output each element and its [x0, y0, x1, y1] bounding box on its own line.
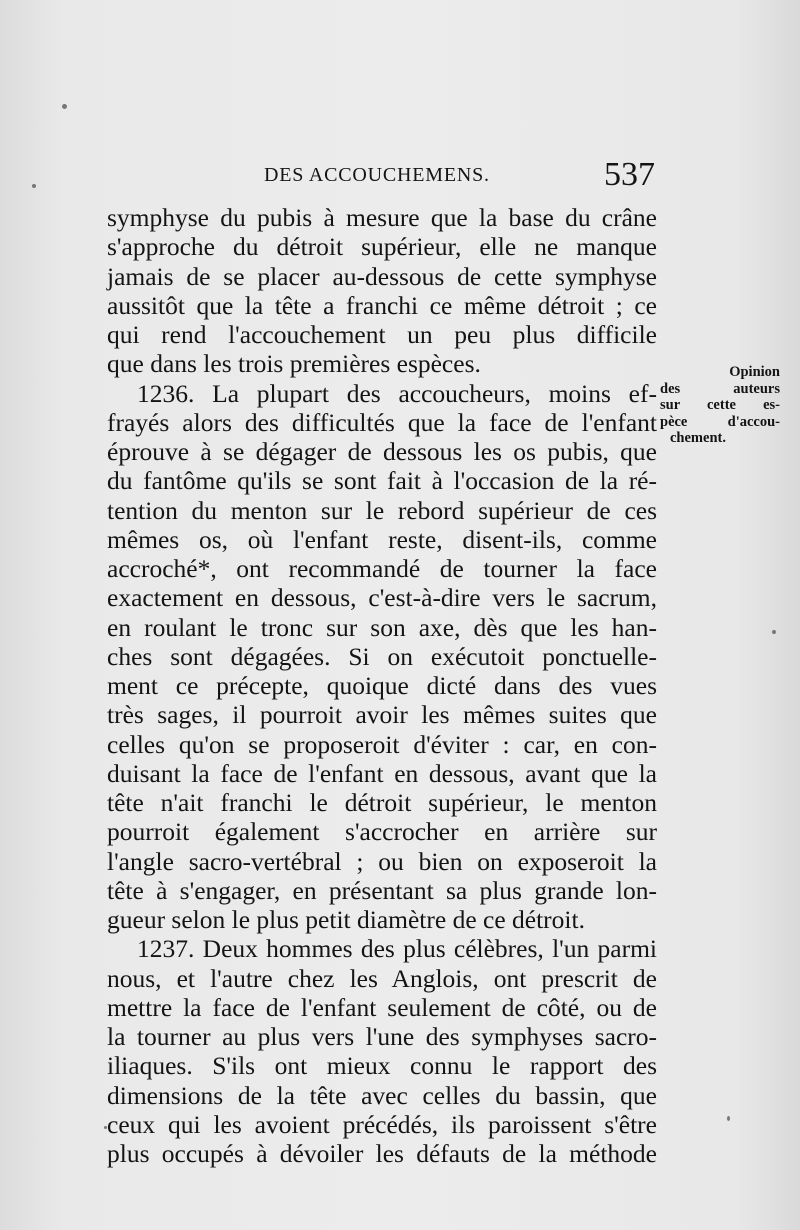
text-line: plus occupés à dévoiler les défauts de la méthode — [107, 1139, 657, 1168]
text-line: jamais de se placer au-dessous de cette symphyse — [107, 261, 657, 291]
text-line: la tourner au plus vers l'une des symphyses sacro- — [107, 1022, 657, 1051]
margin-note-line: pèce d'accou- — [660, 413, 780, 430]
paper-speck — [104, 1126, 107, 1129]
margin-note — [660, 364, 780, 447]
text-line: mêmes os, où l'enfant reste, disent-ils, comme — [107, 524, 657, 554]
paper-speck — [62, 104, 67, 109]
text-line: gueur selon le plus petit diamètre de ce détroit. — [107, 905, 585, 934]
body-text — [107, 203, 657, 1168]
paragraph-1236-start: 1236. La plupart des accoucheurs, moins ef- — [137, 378, 657, 408]
text-line: tête n'ait franchi le détroit supérieur, le menton — [107, 788, 657, 817]
text-line: mettre la face de l'enfant seulement de côté, ou de — [107, 992, 657, 1022]
text-line: symphyse du pubis à mesure que la base du crâne — [107, 203, 657, 232]
margin-note-line: sur cette es- — [660, 397, 780, 413]
text-line: très sages, il pourroit avoir les mêmes suites que — [107, 700, 657, 730]
page-number: 537 — [604, 156, 655, 193]
text-line: ches sont dégagées. Si on exécutoit ponctuelle- — [107, 641, 657, 671]
text-line: aussitôt que la tête a franchi ce même détroit ; ce — [107, 290, 657, 320]
text-line: exactement en dessous, c'est-à-dire vers le sacrum, — [107, 583, 657, 613]
text-line: dimensions de la tête avec celles du bassin, que — [107, 1080, 657, 1110]
text-line: ceux qui les avoient précédés, ils paroissent s'être — [107, 1109, 657, 1139]
text-line: accroché*, ont recommandé de tourner la face — [107, 554, 657, 583]
text-line: que dans les trois premières espèces. — [107, 349, 481, 379]
paragraph-1237-start: 1237. Deux hommes des plus célèbres, l'un parmi — [137, 934, 657, 964]
margin-note-line: chement. — [670, 430, 726, 446]
text-line: pourroit également s'accrocher en arrière sur — [107, 817, 657, 847]
text-line: éprouve à se dégager de dessous les os pubis, que — [107, 437, 657, 466]
text-line: qui rend l'accouchement un peu plus difficile — [107, 320, 657, 349]
text-line: tête à s'engager, en présentant sa plus grande lon- — [107, 875, 657, 905]
text-line: celles qu'on se proposeroit d'éviter : car, en con- — [107, 729, 657, 759]
text-line: l'angle sacro-vertébral ; ou bien on exposeroit la — [107, 846, 657, 876]
text-line: du fantôme qu'ils se sont fait à l'occasion de la ré- — [107, 466, 657, 496]
paper-speck — [727, 1116, 730, 1121]
paper-speck — [32, 184, 36, 188]
margin-note-line: des auteurs — [660, 380, 780, 397]
text-line: en roulant le tronc sur son axe, dès que les han- — [107, 612, 657, 642]
text-line: duisant la face de l'enfant en dessous, avant que la — [107, 758, 657, 788]
running-head: DES ACCOUCHEMENS. — [264, 164, 490, 186]
text-line: frayés alors des difficultés que la face de l'enfant — [107, 407, 657, 437]
text-line: ment ce précepte, quoique dicté dans des vues — [107, 671, 657, 700]
text-line: s'approche du détroit supérieur, elle ne manque — [107, 232, 657, 262]
text-line: iliaques. S'ils ont mieux connu le rapport des — [107, 1051, 657, 1081]
text-line: tention du menton sur le rebord supérieur de ces — [107, 495, 657, 525]
text-line: nous, et l'autre chez les Anglois, ont prescrit de — [107, 963, 657, 993]
paper-speck — [772, 630, 776, 634]
margin-note-line: Opinion — [729, 364, 780, 380]
